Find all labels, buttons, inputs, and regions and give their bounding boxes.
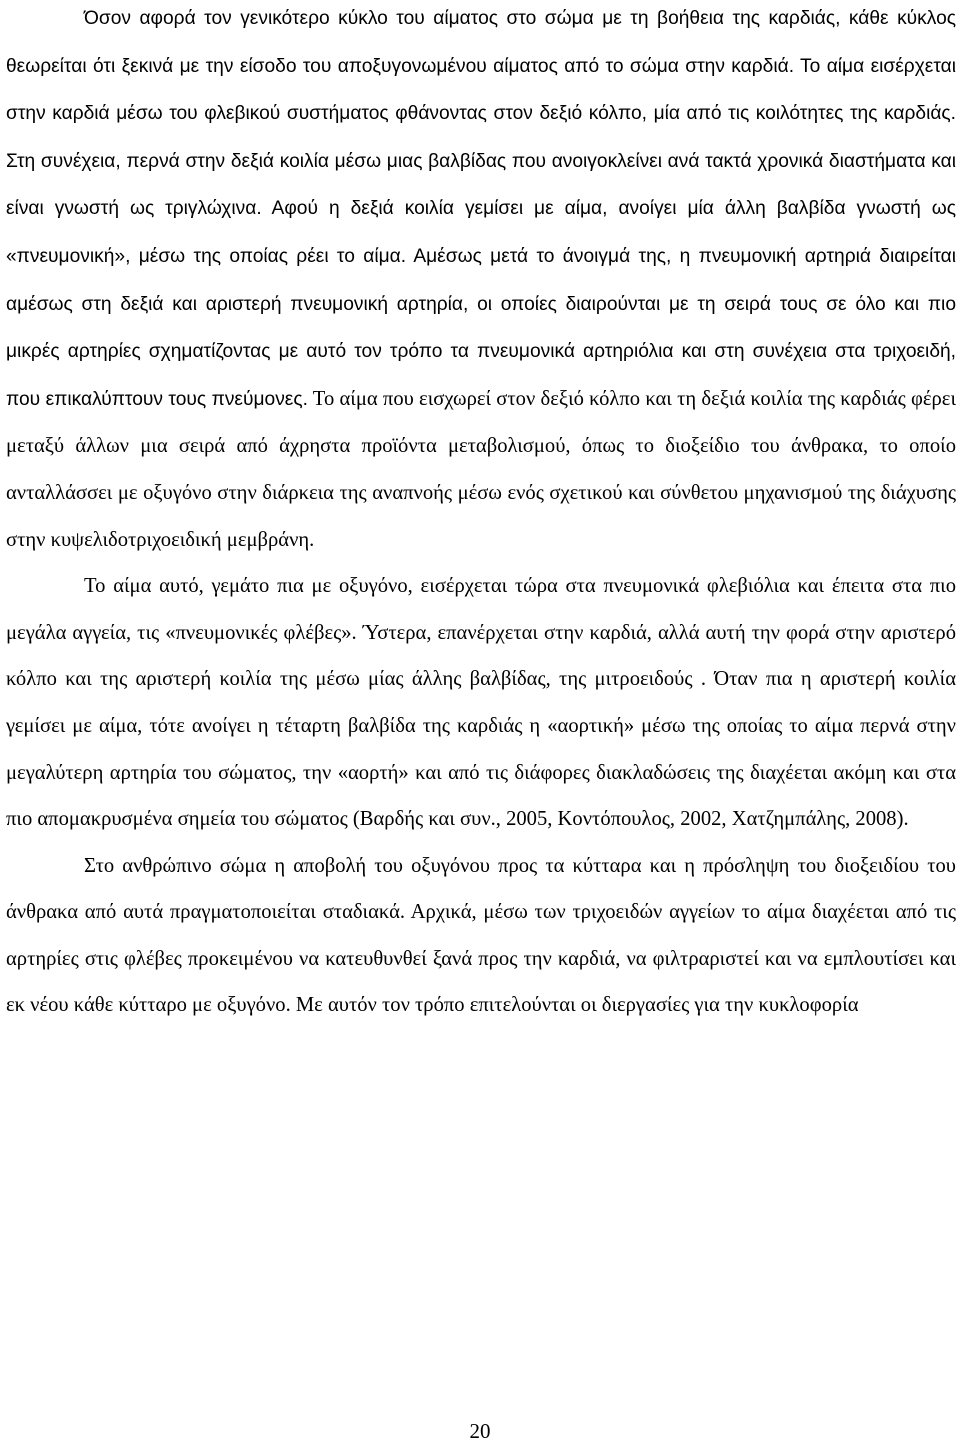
paragraph-text-segment: Το αίμα που εισχωρεί στον δεξιό κόλπο και τη δεξιά κοιλία της καρδιάς φέρει μεταξύ άλλων μια σειρά από άχρηστα προϊόντα μεταβολισμού, όπως το διοξείδιο του άνθρακα, το οποίο ανταλλάσσει με οξυγόνο στην διάρκεια της αναπνοής μέσω ενός σχετικού και σύνθετου μηχανισμού της διάχυσης στην κυψελιδοτριχοειδική μεμβράνη. xyxy=(6,387,956,551)
page-number: 20 xyxy=(469,1419,491,1443)
paragraph-blood-cycle xyxy=(6,0,956,563)
paragraph-gas-exchange xyxy=(6,843,956,1029)
paragraph-oxygenated-blood xyxy=(6,563,956,843)
document-page xyxy=(6,0,956,1029)
paragraph-text-segment: Στο ανθρώπινο σώμα η αποβολή του οξυγόνου προς τα κύτταρα και η πρόσληψη του διοξειδίου του άνθρακα από αυτά πραγματοποιείται σταδιακά. Αρχικά, μέσω των τριχοειδών αγγείων το αίμα διαχέεται από τις αρτηρίες στις φλέβες προκειμένου να κατευθυνθεί ξανά προς την καρδιά, να φιλτραριστεί και να εμπλουτίσει και εκ νέου κάθε κύτταρο με οξυγόνο. Με αυτόν τον τρόπο επιτελούνται οι διεργασίες για την κυκλοφορία xyxy=(6,854,956,1017)
paragraph-text-segment: Το αίμα αυτό, γεμάτο πια με οξυγόνο, εισέρχεται τώρα στα πνευμονικά φλεβιόλια και έπειτα στα πιο μεγάλα αγγεία, τις «πνευμονικές φλέβες». Ύστερα, επανέρχεται στην καρδιά, αλλά αυτή την φορά στην αριστερό κόλπο και της αριστερή κοιλία της μέσω μίας άλλης βαλβίδας, της μιτροειδούς . Όταν πια η αριστερή κοιλία γεμίσει με αίμα, τότε ανοίγει η τέταρτη βαλβίδα της καρδιάς η «αορτική» μέσω της οποίας το αίμα περνά στην μεγαλύτερη αρτηρία του σώματος, την «αορτή» και από τις διάφορες διακλαδώσεις της διαχέεται ακόμη και στα πιο απομακρυσμένα σημεία του σώματος (Βαρδής και συν., 2005, Κοντόπουλος, 2002, Χατζημπάλης, 2008). xyxy=(6,575,956,831)
paragraph-text-segment: Όσον αφορά τον γενικότερο κύκλο του αίματος στο σώμα με τη βοήθεια της καρδιάς, κάθε κύκλος θεωρείται ότι ξεκινά με την είσοδο του αποξυγονωμένου αίματος από το σώμα στην καρδιά. Το αίμα εισέρχεται στην καρδιά μέσω του φλεβικού συστήματος φθάνοντας στον δεξιό κόλπο, μία από τις κοιλότητες της καρδιάς. Στη συνέχεια, περνά στην δεξιά κοιλία μέσω μιας βαλβίδας που ανοιγοκλείνει ανά τακτά χρονικά διαστήματα και είναι γνωστή ως τριγλώχινα. Αφού η δεξιά κοιλία γεμίσει με αίμα, ανοίγει μία άλλη βαλβίδα γνωστή ως «πνευμονική», μέσω της οποίας ρέει το αίμα. Αμέσως μετά το άνοιγμά της, η πνευμονική αρτηριά διαιρείται αμέσως στη δεξιά και αριστερή πνευμονική αρτηρία, οι οποίες διαιρούνται με τη σειρά τους σε όλο και πιο μικρές αρτηρίες σχηματίζοντας με αυτό τον τρόπο τα πνευμονικά αρτηριόλια και στη συνέχεια στα τριχοειδή, που επικαλύπτουν τους πνεύμονες. xyxy=(6,8,956,410)
